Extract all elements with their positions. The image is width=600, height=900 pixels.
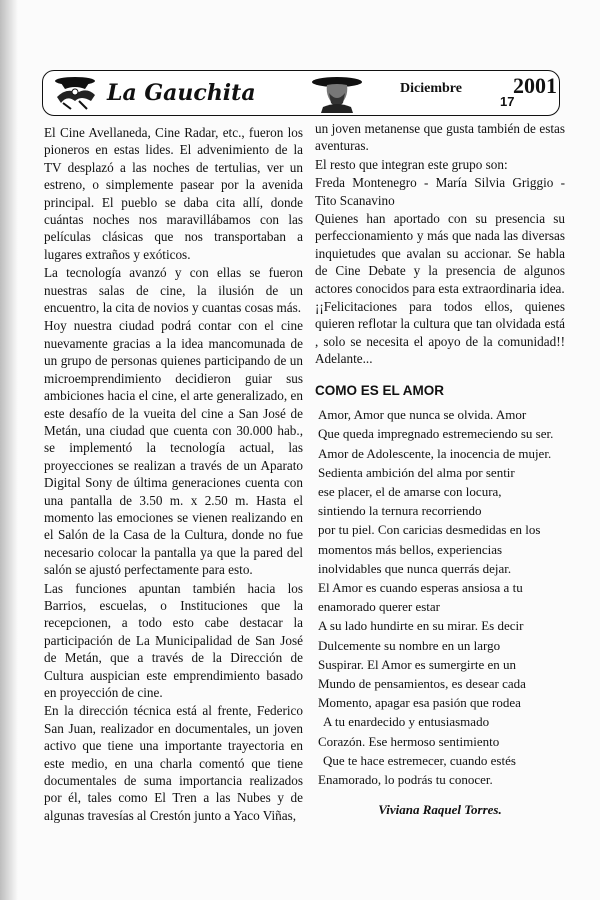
poem-line: Enamorado, lo podrás tu conocer. — [318, 771, 493, 787]
masthead — [42, 70, 560, 116]
paragraph: ¡¡Felicitaciones para todos ellos, quienes quieren reflotar la cultura que tan olvidada está , solo se necesita el apoyo de la comunidad!! Adelante... — [315, 299, 565, 367]
paragraph: Hoy nuestra ciudad podrá contar con el cine nuevamente gracias a la idea mancomunada de un grupo de personas quienes participando de un microemprendimiento decidieron guiar sus ambiciones hacia el cine, el arte generalizado, en este desafío de la vueita del cine a San José de Metán, una ciudad que cuenta con 30.000 hab., se implementó la tecnología actual, las proyecciones se realizan a través de un Aparato Digital Sony de última generaciones cuenta con una pantalla de 3.50 m. x 2.50 m. Hasta el momento las emociones se vienen realizando en el Salón de la Casa de la Cultura, donde no fue necesario colocar la pantalla ya que la pared del salón se ajustó perfectamente para esto. — [44, 318, 303, 578]
poem — [318, 405, 565, 789]
paragraph: Freda Montenegro - María Silvia Griggio - Tito Scanavino — [315, 175, 565, 208]
poem-line: Que te hace estremecer, cuando estés — [323, 752, 516, 768]
paragraph: El Cine Avellaneda, Cine Radar, etc., fueron los pioneros en estas lides. El advenimiento de la TV desplazó a las noches de tertulias, ver un estreno, o simplemente pasear por la avenida principal. El pueblo se daba cita allí, donde cuántas noches nos maravillábamos con las películas clásicas que nos transportaban a lugares extraños y exóticos. — [44, 125, 303, 262]
poem-line: Mundo de pensamientos, es desear cada — [318, 675, 526, 691]
paragraph: Quienes han aportado con su presencia su perfeccionamiento y más que nada las diversas inquietudes que avalan su accionar. Se habla de Cine Debate y la presencia de algunos actores conocidos para esta extraordinaria idea. — [315, 211, 565, 296]
poem-line: por tu piel. Con caricias desmedidas en los — [318, 522, 541, 538]
poem-line: Sedienta ambición del alma por sentir — [318, 464, 515, 480]
right-column — [315, 120, 565, 819]
paragraph: En la dirección técnica está al frente, Federico San Juan, realizador en documentales, un joven activo que tiene una importante trayectoria en este medio, en una charla comentó que tiene documentales de suma importancia realizados por él, tales como El Tren a las Nubes y de algunas travesías al Crestón junto a Yaco Viñas, — [44, 703, 303, 823]
page-edge-shadow — [0, 0, 18, 900]
author-signature: Viviana Raquel Torres. — [378, 802, 502, 818]
poem-line: El Amor es cuando esperas ansiosa a tu — [318, 579, 523, 595]
paragraph: Las funciones apuntan también hacia los Barrios, escuelas, o Instituciones que la recepcionen, a todo esto cabe destacar la participación de La Municipalidad de San José de Metán, que a través de la Dirección de Cultura auspician este emprendimiento basado en proyección de cine. — [44, 580, 303, 700]
paragraph: El resto que integran este grupo son: — [315, 156, 508, 172]
left-column — [44, 124, 303, 825]
poem-line: Suspirar. El Amor es sumergirte en un — [318, 656, 516, 672]
poem-line: inolvidables que nunca querrás dejar. — [318, 560, 512, 576]
poem-title: COMO ES EL AMOR — [315, 382, 445, 398]
poem-line: Que queda impregnado estremeciendo su ser. — [318, 426, 554, 442]
poem-line: Momento, apagar esa pasión que rodea — [318, 695, 521, 711]
gaucho-head-icon — [309, 73, 365, 113]
poem-line: enamorado querer estar — [318, 599, 440, 615]
paragraph: La tecnología avanzó y con ellas se fueron nuestras salas de cine, la ilusión de un encuentro, la cita de novios y cuantas cosas más. — [44, 265, 303, 316]
poem-line: A su lado hundirte en su mirar. Es decir — [318, 618, 524, 634]
magazine-title: La Gauchita — [107, 80, 256, 106]
poem-line: Amor de Adolescente, la inocencia de mujer. — [318, 445, 552, 461]
poem-line: Amor, Amor que nunca se olvida. Amor — [318, 407, 527, 423]
poem-line: sintiendo la ternura recorriendo — [318, 503, 482, 519]
poem-line: Corazón. Ese hermoso sentimiento — [318, 733, 500, 749]
poem-line: ese placer, el de amarse con locura, — [318, 483, 502, 499]
issue-month: Diciembre — [400, 81, 462, 96]
page-number: 17 — [500, 94, 515, 109]
poem-line: Dulcemente su nombre en un largo — [318, 637, 501, 653]
issue-year: 2001 — [513, 73, 557, 98]
paragraph: un joven metanense que gusta también de estas aventuras. — [315, 121, 565, 154]
gaucho-rider-icon — [51, 75, 99, 111]
poem-line: momentos más bellos, experiencias — [318, 541, 503, 557]
poem-line: A tu enardecido y entusiasmado — [323, 714, 490, 730]
